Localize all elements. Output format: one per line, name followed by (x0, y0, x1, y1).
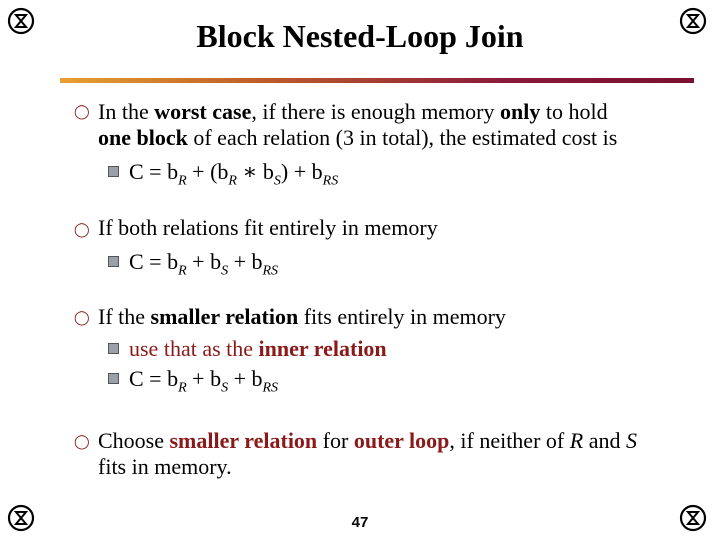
bullet-3: If the smaller relation fits entirely in memory (98, 304, 506, 329)
bullet-3-formula: $C = b_R + b_S + b_{RS}$ (108, 366, 278, 401)
ring-bullet-icon: ◯ (74, 223, 90, 238)
square-bullet-icon (108, 256, 119, 267)
hourglass-clock-icon (6, 503, 36, 533)
ring-bullet-icon: ◯ (74, 311, 90, 326)
square-bullet-icon (108, 166, 119, 177)
bullet-1: In the worst case, if there is enough memory only to hold one block of each relation (3 in total), the estimated cost is (98, 99, 618, 150)
square-bullet-icon (108, 343, 119, 354)
hourglass-clock-icon (678, 503, 708, 533)
ring-bullet-icon: ◯ (74, 105, 90, 120)
page-number: 47 (351, 514, 369, 531)
square-bullet-icon (108, 373, 119, 384)
bullet-3-sub-1: use that as the inner relation (108, 336, 387, 362)
bullet-4: Choose smaller relation for outer loop, if neither of R and S fits in memory. (98, 428, 637, 479)
ring-bullet-icon: ◯ (74, 435, 90, 450)
bullet-1-formula: $C = b_R + (b_R$ ∗ $b_S) + b_{RS}$ (108, 159, 338, 194)
bullet-2: If both relations fit entirely in memory (98, 215, 438, 240)
bullet-2-formula: $C = b_R + b_S + b_{RS}$ (108, 249, 278, 284)
page-title: Block Nested-Loop Join (196, 18, 524, 54)
title-divider (60, 78, 694, 83)
